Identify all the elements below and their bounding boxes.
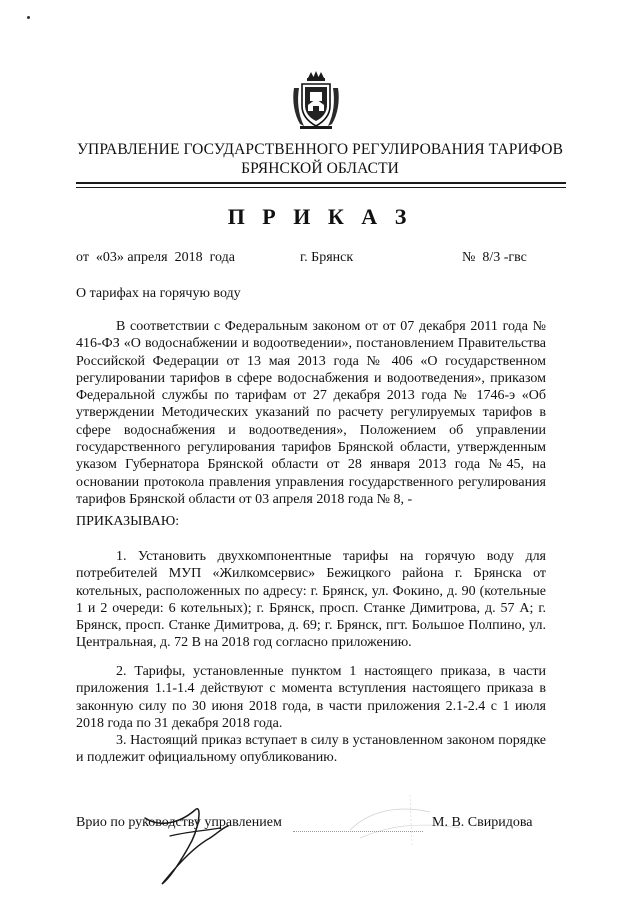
order-word: ПРИКАЗЫВАЮ: (76, 514, 180, 529)
org-name-line1: УПРАВЛЕНИЕ ГОСУДАРСТВЕННОГО РЕГУЛИРОВАНИЯ ТАРИФОВ (76, 141, 564, 158)
org-name-line2: БРЯНСКОЙ ОБЛАСТИ (241, 160, 399, 177)
handwritten-signature (140, 798, 250, 888)
signature-line (293, 831, 423, 832)
document-type-title: П Р И К А З (227, 204, 413, 229)
scan-speck (27, 16, 30, 19)
signatory-position: Врио по руководству управлением (76, 815, 282, 830)
header-rule-thin (76, 187, 566, 188)
signatory-name: М. В. Свиридова (432, 815, 533, 830)
coat-of-arms-icon (288, 70, 344, 132)
basis-paragraph: В соответствии с Федеральным законом от от 07 декабря 2011 года № 416-ФЗ «О водоснабжении и водоотведении», постановлением Правительства Российской Федерации от 13 мая 2013 года № 406 «О государственном регулировании тарифов в сфере водоснабжения и водоотведения», приказом Федеральной службы по тарифам от 27 декабря 2013 года № 1746-э «Об утверждении Методических указаний по расчету регулируемых тарифов в сфере водоснабжения и водоотведения», Положением об управлении государственного регулирования тарифов Брянской области, утвержденным указом Губернатора Брянской области от 28 января 2013 года №45, на основании протокола правления управления государственного регулирования тарифов Брянской области от 03 апреля 2018 года № 8, - (76, 319, 546, 507)
document-date: от «03» апреля 2018 года (76, 250, 235, 265)
order-item-3: 3. Настоящий приказ вступает в силу в установленном законом порядке и подлежит официальному опубликованию. (76, 733, 546, 766)
order-item-1: 1. Установить двухкомпонентные тарифы на горячую воду для потребителей МУП «Жилкомсервис» Бежицкого района г. Брянска от котельных, расположенных по адресу: г. Брянск, ул. Фокино, д. 90 (котельные 1 и 2 очереди: 6 котельных); г. Брянск, просп. Станке Димитрова, д. 57 А; г. Брянск, просп. Станке Димитрова, д. 69; г. Брянск, пгт. Большое Полпино, ул. Центральная, д. 72 В на 2018 год согласно приложению. (76, 549, 546, 651)
document-number: № 8/3 -гвс (462, 250, 527, 265)
order-item-2: 2. Тарифы, установленные пунктом 1 настоящего приказа, в части приложения 1.1-1.4 действуют с момента вступления настоящего приказа в законную силу по 30 июня 2018 года, в части приложения 2.1-2.4 с 1 июля 2018 года по 31 декабря 2018 года. (76, 664, 546, 731)
header-rule (76, 182, 566, 184)
document-subject: О тарифах на горячую воду (76, 286, 241, 301)
document-city: г. Брянск (300, 250, 354, 265)
